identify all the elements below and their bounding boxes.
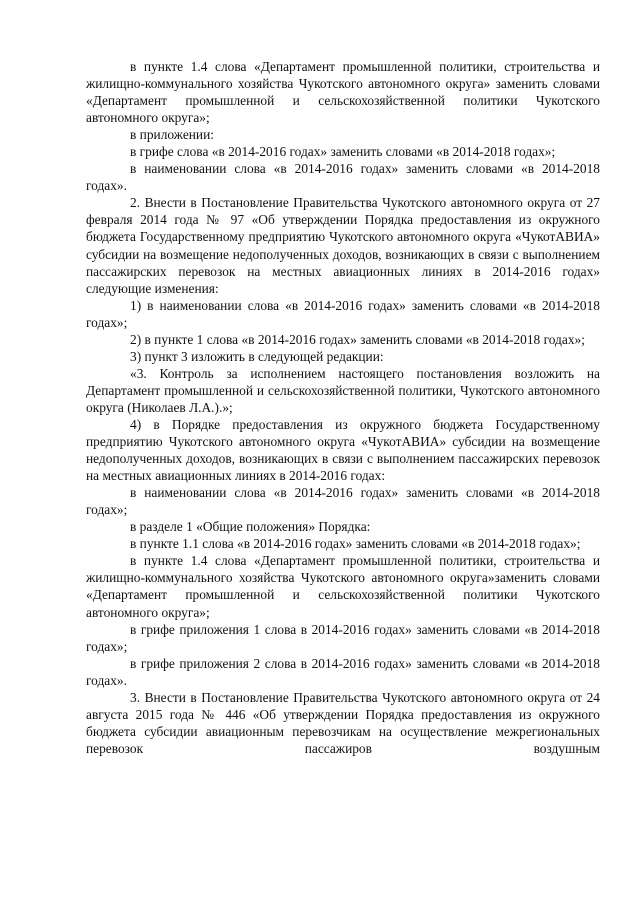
paragraph-clause-1-1: в пункте 1.1 слова «в 2014-2016 годах» заменить словами «в 2014-2018 годах»; — [130, 536, 581, 552]
paragraph-clause-1-4-second: в пункте 1.4 слова «Департамент промышленной политики, строительства и жилищно-коммунального хозяйства Чукотского автономного округа»заменить словами «Департамент промышленной и сельскохозяйственной политики Чукотского автономного округа»; — [86, 553, 600, 620]
paragraph-clause-1-4: в пункте 1.4 слова «Департамент промышленной политики, строительства и жилищно-коммунального хозяйства Чукотского автономного округа» заменить словами «Департамент промышленной и сельскохозяйственной политики Чукотского автономного округа»; — [86, 59, 600, 126]
paragraph-appendix-1-stamp: в грифе приложения 1 слова в 2014-2016 годах» заменить словами «в 2014-2018 годах»; — [86, 621, 600, 654]
paragraph-appendix: в приложении: — [130, 127, 214, 143]
paragraph-title-rename: в наименовании слова «в 2014-2016 годах» заменить словами «в 2014-2018 годах». — [86, 161, 600, 194]
paragraph-subitem-4: 4) в Порядке предоставления из окружного бюджета Государственному предприятию Чукотского автономного округа «ЧукотАВИА» субсидии на возмещение недополученных доходов, возникающих в связи с выполнением пассажирских перевозок на местных авиационных линиях в 2014-2016 годах: — [86, 416, 600, 484]
paragraph-appendix-2-stamp: в грифе приложения 2 слова в 2014-2016 годах» заменить словами «в 2014-2018 годах». — [86, 655, 600, 688]
paragraph-control-clause: «3. Контроль за исполнением настоящего постановления возложить на Департамент промышленной и сельскохозяйственной политики, Чукотского автономного округа (Николаев Л.А.).»; — [86, 365, 600, 415]
document-page — [86, 58, 600, 757]
paragraph-stamp: в грифе слова «в 2014-2016 годах» заменить словами «в 2014-2018 годах»; — [130, 144, 556, 160]
paragraph-subitem-1: 1) в наименовании слова «в 2014-2016 годах» заменить словами «в 2014-2018 годах»; — [86, 297, 600, 330]
paragraph-naming: в наименовании слова «в 2014-2016 годах» заменить словами «в 2014-2018 годах»; — [86, 485, 600, 518]
paragraph-item-2: 2. Внести в Постановление Правительства Чукотского автономного округа от 27 февраля 2014 года № 97 «Об утверждении Порядка предоставления из окружного бюджета Государственному предприятию Чукотского автономного округа «ЧукотАВИА» субсидии на возмещение недополученных доходов, возникающих в связи с выполнением пассажирских перевозок на местных авиационных линиях в 2014-2016 годах» следующие изменения: — [86, 195, 600, 296]
paragraph-item-3: 3. Внести в Постановление Правительства Чукотского автономного округа от 24 августа 2015 года № 446 «Об утверждении Порядка предоставления из окружного бюджета субсидии авиационным перевозчикам на осуществление межрегиональных перевозок пассажиров воздушным — [86, 689, 600, 756]
paragraph-subitem-2: 2) в пункте 1 слова «в 2014-2016 годах» заменить словами «в 2014-2018 годах»; — [130, 331, 585, 347]
paragraph-section-1: в разделе 1 «Общие положения» Порядка: — [130, 519, 371, 535]
paragraph-subitem-3: 3) пункт 3 изложить в следующей редакции: — [130, 348, 384, 364]
